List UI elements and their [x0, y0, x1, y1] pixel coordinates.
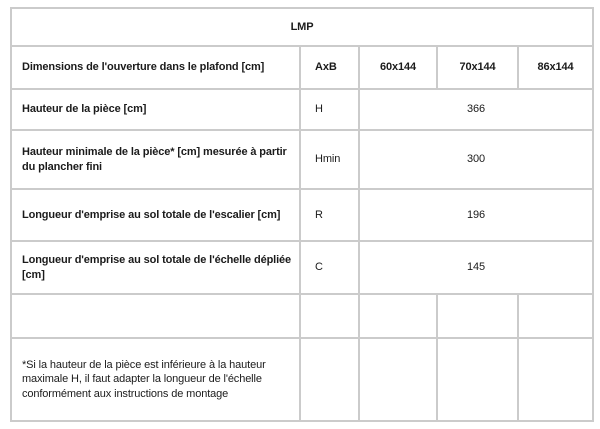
- row-value-c: 145: [359, 241, 593, 294]
- row-value-hmin: 300: [359, 130, 593, 189]
- empty-cell: [359, 294, 437, 338]
- row-symbol-h: H: [300, 89, 359, 130]
- empty-cell: [300, 338, 359, 421]
- table-row: [11, 89, 593, 130]
- header-symbol: AxB: [300, 46, 359, 89]
- header-label: Dimensions de l'ouverture dans le plafond [cm]: [11, 46, 300, 89]
- size-option-70x144: 70x144: [437, 46, 518, 89]
- row-symbol-r: R: [300, 189, 359, 241]
- empty-cell: [359, 338, 437, 421]
- size-option-60x144: 60x144: [359, 46, 437, 89]
- row-value-r: 196: [359, 189, 593, 241]
- empty-cell: [437, 338, 518, 421]
- table-title: LMP: [11, 8, 593, 46]
- row-label-hauteur: Hauteur de la pièce [cm]: [11, 89, 300, 130]
- row-symbol-c: C: [300, 241, 359, 294]
- row-label-emprise-echelle: Longueur d'emprise au sol totale de l'échelle dépliée [cm]: [11, 241, 300, 294]
- empty-cell: [437, 294, 518, 338]
- empty-cell: [11, 294, 300, 338]
- table-row-footnote: [11, 338, 593, 421]
- empty-cell: [300, 294, 359, 338]
- table-row: [11, 130, 593, 189]
- product-spec-table: [10, 7, 594, 422]
- row-symbol-hmin: Hmin: [300, 130, 359, 189]
- empty-cell: [518, 294, 593, 338]
- table-row-empty: [11, 294, 593, 338]
- footnote-text: *Si la hauteur de la pièce est inférieure à la hauteur maximale H, il faut adapter la longueur de l'échelle conformément aux instructions de montage: [11, 338, 300, 421]
- table-row: [11, 189, 593, 241]
- table-row-header: [11, 46, 593, 89]
- table-row-title: [11, 8, 593, 46]
- row-value-h: 366: [359, 89, 593, 130]
- empty-cell: [518, 338, 593, 421]
- row-label-hauteur-minimale: Hauteur minimale de la pièce* [cm] mesurée à partir du plancher fini: [11, 130, 300, 189]
- size-option-86x144: 86x144: [518, 46, 593, 89]
- row-label-emprise-escalier: Longueur d'emprise au sol totale de l'escalier [cm]: [11, 189, 300, 241]
- table-row: [11, 241, 593, 294]
